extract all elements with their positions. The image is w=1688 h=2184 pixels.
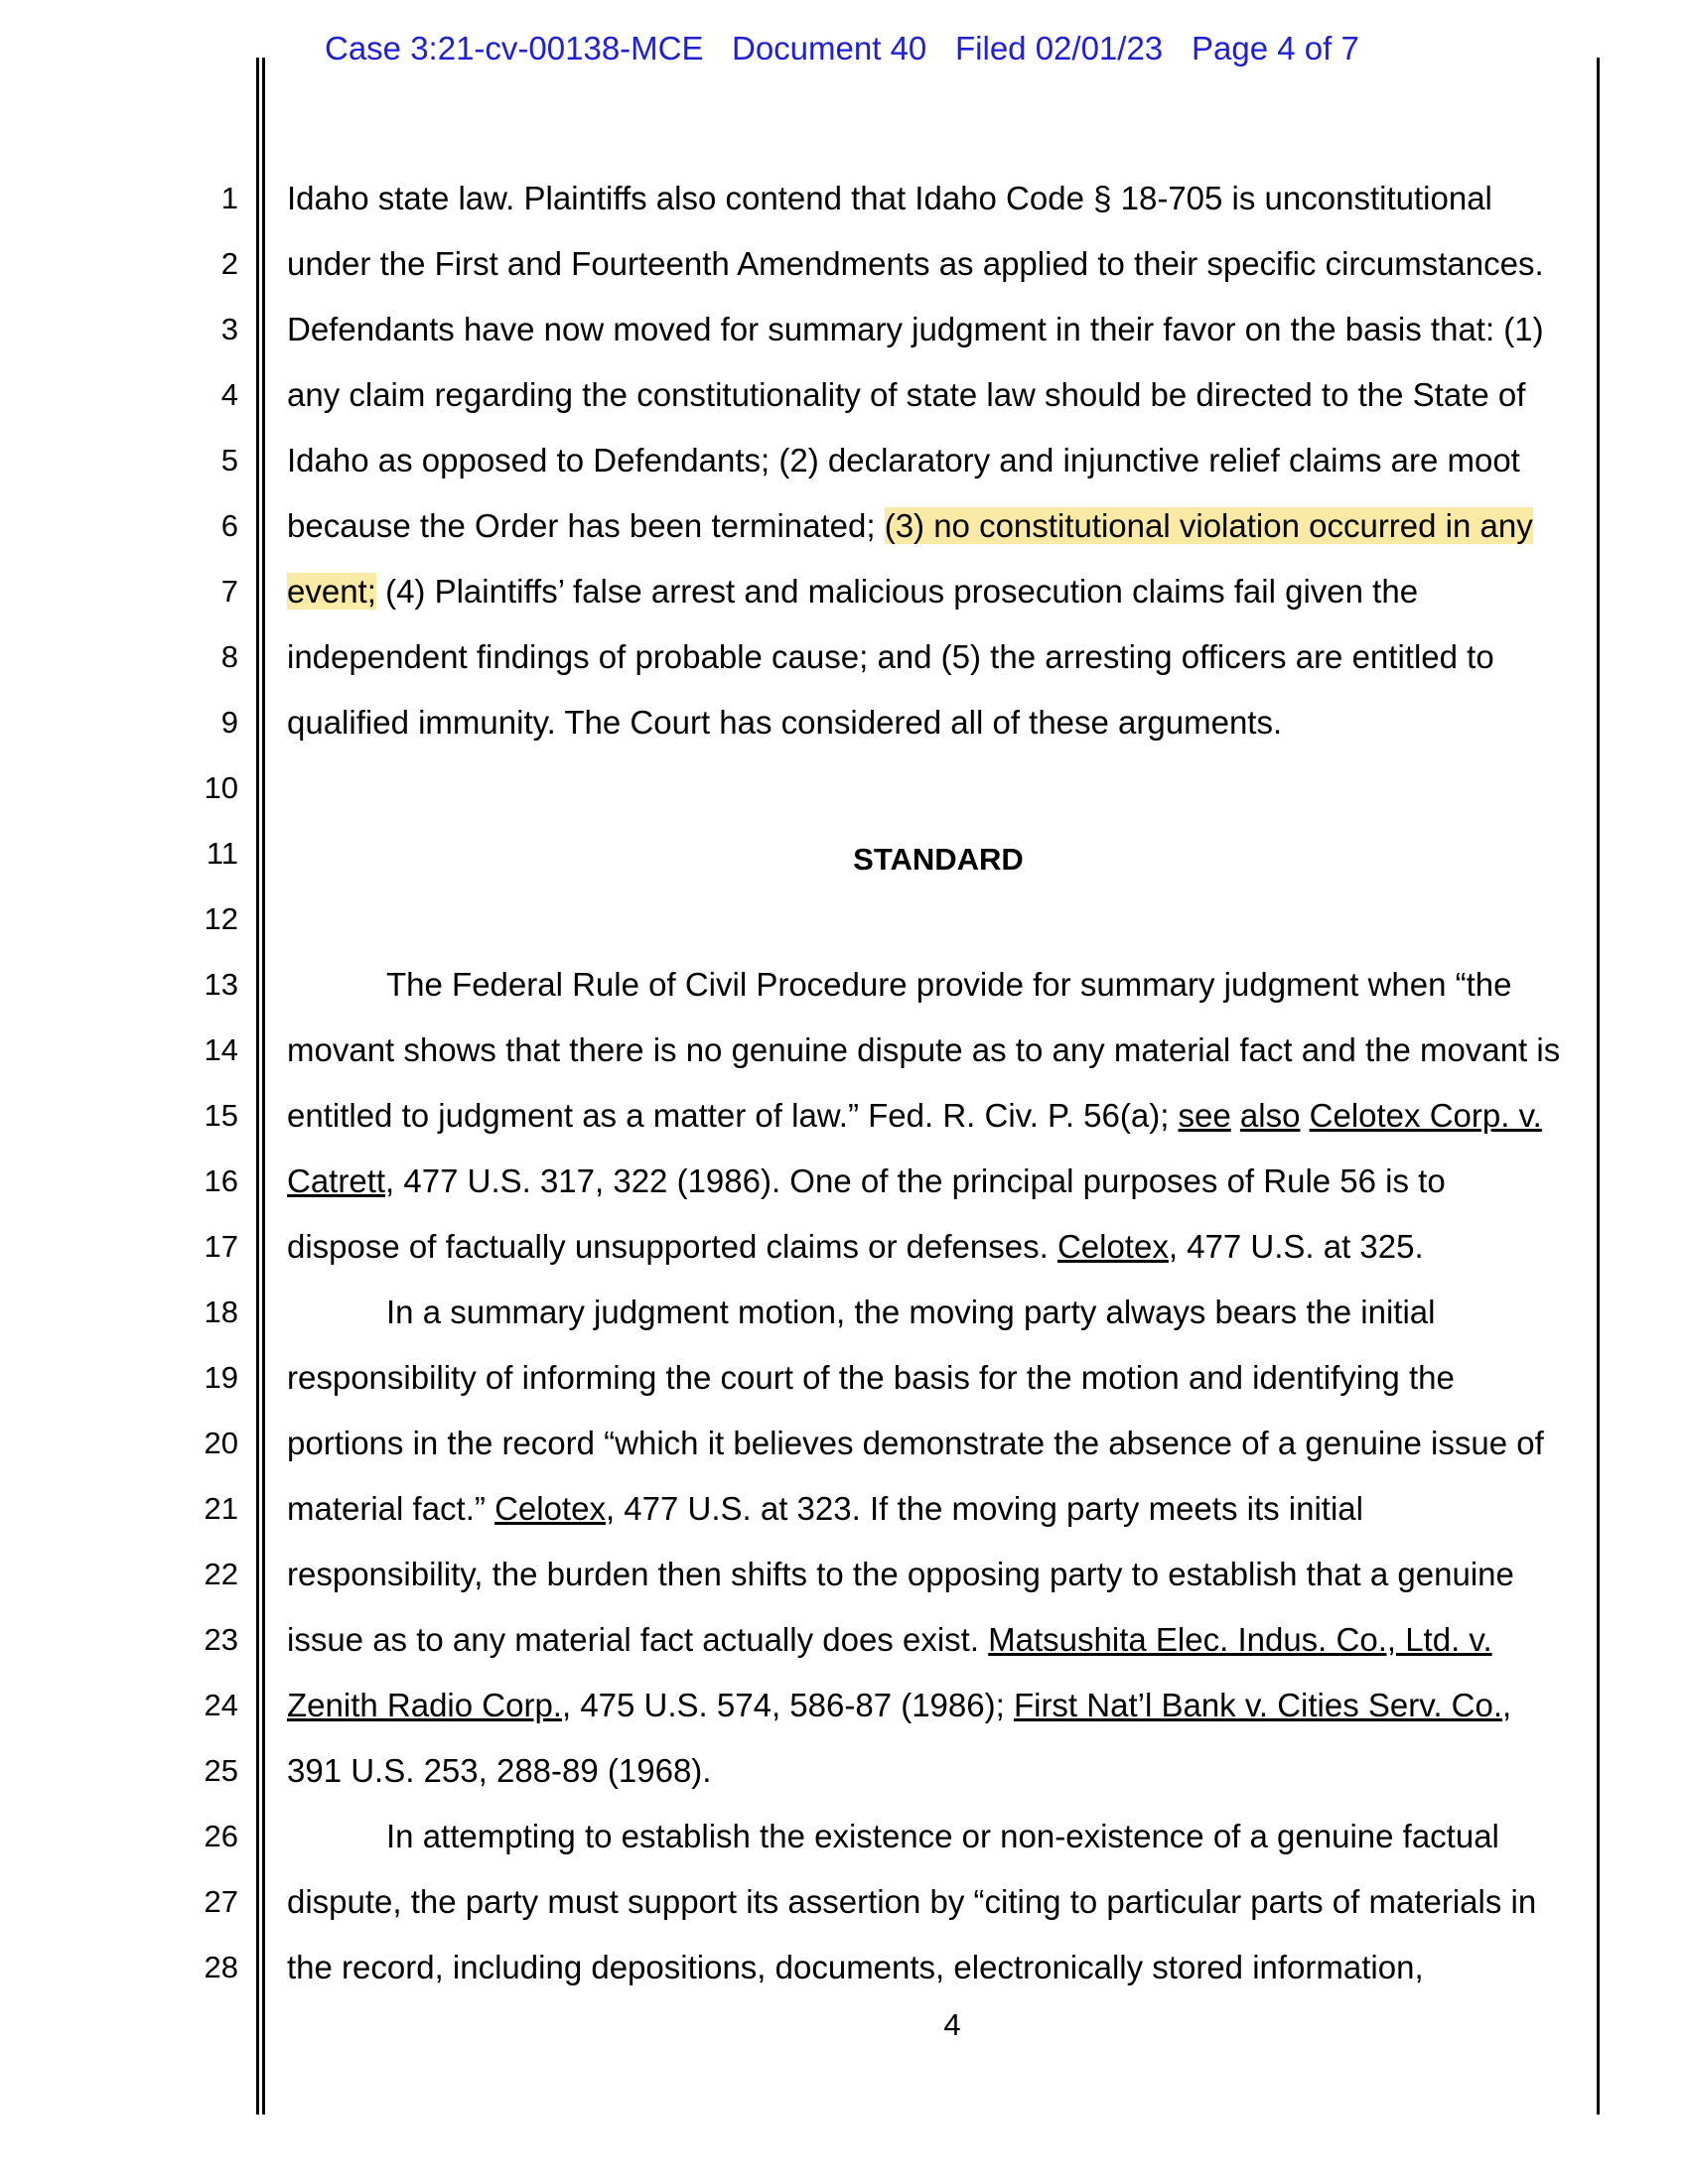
citation-signal: see <box>1178 1097 1231 1134</box>
page-of: Page 4 of 7 <box>1192 30 1359 67</box>
body-line-20: portions in the record “which it believes demonstrate the absence of a genuine issue of <box>287 1425 1544 1461</box>
line-number: 14 <box>204 1032 238 1067</box>
text-span: , 477 U.S. at 323. If the moving party meets its initial <box>605 1490 1363 1527</box>
line-number: 8 <box>220 639 238 674</box>
line-number: 27 <box>204 1884 238 1919</box>
body-line-14: movant shows that there is no genuine dispute as to any material fact and the movant is <box>287 1031 1561 1068</box>
line-number: 3 <box>220 312 238 346</box>
line-number: 11 <box>206 836 238 871</box>
line-number: 28 <box>204 1950 238 1984</box>
body-line-13: The Federal Rule of Civil Procedure provide for summary judgment when “the <box>386 966 1512 1003</box>
body-line-3: Defendants have now moved for summary judgment in their favor on the basis that: (1) <box>287 311 1544 347</box>
line-number: 26 <box>204 1819 238 1853</box>
body-line-16 <box>287 1161 1446 1201</box>
text-span: dispose of factually unsupported claims or defenses. <box>287 1228 1057 1265</box>
text-span: because the Order has been terminated; <box>287 507 885 544</box>
document-number: Document 40 <box>732 30 927 67</box>
body-line-26: In attempting to establish the existence or non-existence of a genuine factual <box>386 1818 1499 1854</box>
body-line-2: under the First and Fourteenth Amendments as applied to their specific circumstances. <box>287 245 1544 282</box>
right-margin-rule <box>1597 58 1600 2115</box>
line-number: 7 <box>220 574 238 609</box>
left-margin-rule-inner <box>262 58 265 2115</box>
text-span: material fact.” <box>287 1490 495 1527</box>
section-heading: STANDARD <box>853 842 1024 877</box>
body-line-8: independent findings of probable cause; and (5) the arresting officers are entitled to <box>287 638 1494 675</box>
body-line-25: 391 U.S. 253, 288-89 (1968). <box>287 1752 712 1789</box>
body-line-17 <box>287 1227 1424 1267</box>
line-number: 19 <box>204 1360 238 1395</box>
case-citation: First Nat’l Bank v. Cities Serv. Co. <box>1013 1687 1503 1723</box>
line-number: 21 <box>204 1491 238 1526</box>
body-line-19: responsibility of informing the court of the basis for the motion and identifying the <box>287 1359 1455 1396</box>
body-line-22: responsibility, the burden then shifts to the opposing party to establish that a genuine <box>287 1556 1514 1592</box>
filed-date: Filed 02/01/23 <box>955 30 1164 67</box>
case-citation: Celotex Corp. v. <box>1309 1097 1542 1134</box>
body-line-27: dispute, the party must support its assertion by “citing to particular parts of materials in <box>287 1883 1537 1920</box>
highlighted-text: event; <box>287 573 376 610</box>
case-number: Case 3:21-cv-00138-MCE <box>325 30 704 67</box>
text-span: , 477 U.S. at 325. <box>1168 1228 1424 1265</box>
line-number: 13 <box>204 967 238 1002</box>
text-span: (4) Plaintiffs’ false arrest and malicious prosecution claims fail given the <box>375 573 1419 610</box>
highlighted-text: (3) no constitutional violation occurred in any <box>884 507 1533 544</box>
body-line-1: Idaho state law. Plaintiffs also contend that Idaho Code § 18-705 is unconstitutional <box>287 180 1492 216</box>
page-number: 4 <box>943 2007 961 2042</box>
text-span <box>1231 1097 1240 1134</box>
case-citation: Celotex <box>1056 1228 1169 1265</box>
line-number: 22 <box>204 1557 238 1591</box>
body-line-21 <box>287 1489 1363 1529</box>
line-number: 24 <box>204 1688 238 1722</box>
line-number: 25 <box>204 1753 238 1788</box>
line-number: 23 <box>204 1622 238 1657</box>
line-number: 18 <box>204 1295 238 1329</box>
case-citation: Celotex <box>494 1490 606 1527</box>
line-number: 15 <box>204 1098 238 1133</box>
case-header <box>0 30 1688 73</box>
body-line-4: any claim regarding the constitutionality of state law should be directed to the State of <box>287 376 1526 413</box>
text-span: , 477 U.S. 317, 322 (1986). One of the principal purposes of Rule 56 is to <box>385 1162 1446 1199</box>
line-number: 4 <box>220 377 238 412</box>
line-number: 6 <box>220 508 238 543</box>
line-number: 17 <box>204 1229 238 1264</box>
line-number: 2 <box>220 246 238 281</box>
text-span: entitled to judgment as a matter of law.” Fed. R. Civ. P. 56(a); <box>287 1097 1179 1134</box>
left-margin-rule-outer <box>256 58 259 2115</box>
body-line-5: Idaho as opposed to Defendants; (2) declaratory and injunctive relief claims are moot <box>287 442 1520 478</box>
text-span: , <box>1502 1687 1512 1723</box>
line-number: 12 <box>204 901 238 936</box>
body-line-9: qualified immunity. The Court has considered all of these arguments. <box>287 704 1283 741</box>
case-citation: Catrett <box>287 1162 386 1199</box>
body-line-23 <box>287 1620 1492 1660</box>
body-line-28: the record, including depositions, documents, electronically stored information, <box>287 1949 1424 1985</box>
line-number: 9 <box>220 705 238 740</box>
body-line-6 <box>287 506 1533 546</box>
text-span: issue as to any material fact actually does exist. <box>287 1621 989 1658</box>
text-span <box>1300 1097 1309 1134</box>
body-line-18: In a summary judgment motion, the moving party always bears the initial <box>386 1294 1436 1330</box>
body-line-24 <box>287 1686 1511 1725</box>
line-number: 20 <box>204 1426 238 1460</box>
line-number: 5 <box>220 443 238 478</box>
citation-signal: also <box>1239 1097 1301 1134</box>
text-span: , 475 U.S. 574, 586-87 (1986); <box>561 1687 1014 1723</box>
line-number: 1 <box>220 181 238 215</box>
case-citation: Matsushita Elec. Indus. Co., Ltd. v. <box>988 1621 1492 1658</box>
body-line-15 <box>287 1096 1542 1136</box>
case-citation: Zenith Radio Corp. <box>287 1687 562 1723</box>
line-number: 16 <box>204 1163 238 1198</box>
line-number: 10 <box>204 770 238 805</box>
body-line-7 <box>287 572 1418 612</box>
